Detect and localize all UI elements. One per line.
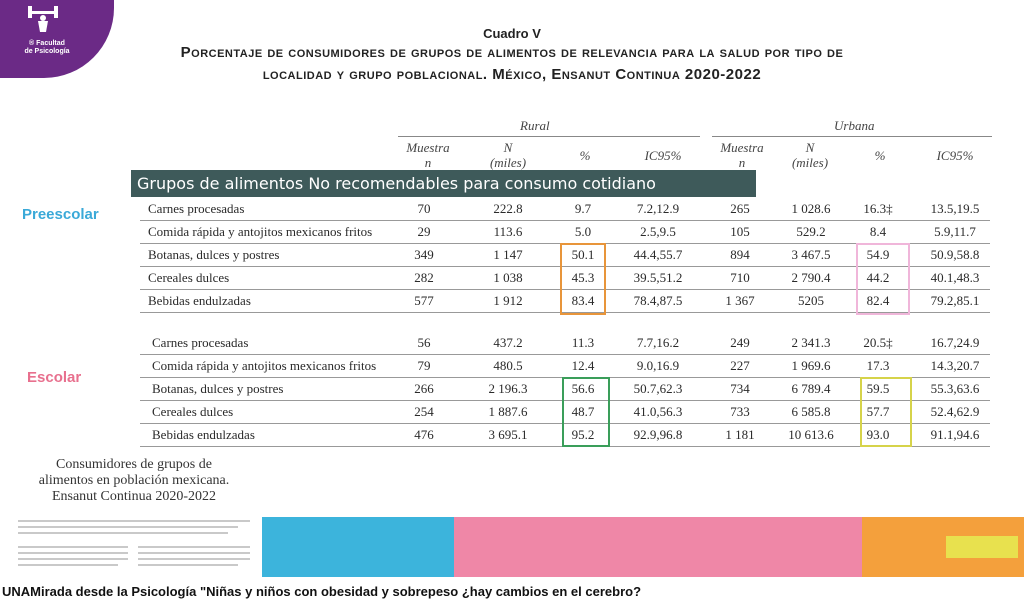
table-row: Comida rápida y antojitos mexicanos fritos 29 113.6 5.0 2.5,9.5 105 529.2 8.4 5.9,11.7: [140, 221, 990, 244]
table-row: Cereales dulces 254 1 887.6 48.7 41.0,56.3 733 6 585.8 57.7 52.4,62.9: [140, 401, 990, 424]
category-banner: Grupos de alimentos No recomendables para consumo cotidiano: [131, 170, 756, 197]
table-row: Bebidas endulzadas 476 3 695.1 95.2 92.9,96.8 1 181 10 613.6 93.0 91.1,94.6: [140, 424, 990, 447]
col-header-muestra-rural: Muestra n: [406, 140, 450, 170]
citation-fine-print: [18, 520, 250, 522]
citation-fine-print: [138, 558, 250, 560]
table-row: Carnes procesadas 70 222.8 9.7 7.2,12.9 265 1 028.6 16.3‡ 13.5,19.5: [140, 198, 990, 221]
highlight-box-urbana-escolar: [860, 377, 912, 447]
table-row: Botanas, dulces y postres 349 1 147 50.1 44.4,55.7 894 3 467.5 54.9 50.9,58.8: [140, 244, 990, 267]
table-row: Comida rápida y antojitos mexicanos fritos 79 480.5 12.4 9.0,16.9 227 1 969.6 17.3 14.3,20.7: [140, 355, 990, 378]
table-row: Bebidas endulzadas 577 1 912 83.4 78.4,87.5 1 367 5205 82.4 79.2,85.1: [140, 290, 990, 313]
color-strip-yellow: [946, 536, 1018, 558]
color-strip-pink: [454, 517, 862, 577]
side-label-preescolar: Preescolar: [22, 206, 99, 223]
logo-text-line1: ® Facultad: [29, 40, 65, 47]
highlight-box-urbana-preescolar: [856, 243, 910, 315]
citation-fine-print: [18, 552, 128, 554]
table-row: Carnes procesadas 56 437.2 11.3 7.7,16.2 249 2 341.3 20.5‡ 16.7,24.9: [140, 332, 990, 355]
col-header-n-rural: N (miles): [489, 140, 527, 170]
table-title-line1: Porcentaje de consumidores de grupos de alimentos de relevancia para la salud por tipo de: [180, 44, 844, 61]
video-caption: UNAMirada desde la Psicología "Niñas y niños con obesidad y sobrepeso ¿hay cambios en el cerebro?: [2, 584, 642, 599]
highlight-box-rural-preescolar: [560, 243, 606, 315]
col-header-pct-rural: %: [579, 148, 591, 163]
color-strip-blue: [262, 517, 454, 577]
col-header-n-urbana: N (miles): [791, 140, 829, 170]
col-header-ic-urbana: IC95%: [936, 148, 974, 163]
citation-fine-print: [138, 552, 250, 554]
highlight-box-rural-escolar: [562, 377, 610, 447]
table-row: Botanas, dulces y postres 266 2 196.3 56.6 50.7,62.3 734 6 789.4 59.5 55.3,63.6: [140, 378, 990, 401]
citation-fine-print: [18, 532, 228, 534]
col-header-ic-rural: IC95%: [644, 148, 682, 163]
table-row: Cereales dulces 282 1 038 45.3 39.5,51.2 710 2 790.4 44.2 40.1,48.3: [140, 267, 990, 290]
logo-text-line2: de Psicología: [24, 48, 70, 55]
table-label: Cuadro V: [483, 26, 541, 41]
citation-title: Consumidores de grupos de alimentos en población mexicana. Ensanut Continua 2020-2022: [38, 457, 230, 504]
group-header-urbana: Urbana: [834, 118, 875, 133]
citation-fine-print: [138, 564, 238, 566]
table-title-line2: localidad y grupo poblacional. México, Ensanut Continua 2020-2022: [262, 66, 762, 83]
citation-fine-print: [18, 526, 238, 528]
side-label-escolar: Escolar: [27, 369, 82, 386]
citation-fine-print: [138, 546, 250, 548]
group-rule-rural: [398, 136, 700, 137]
group-header-rural: Rural: [520, 118, 550, 133]
citation-fine-print: [18, 546, 128, 548]
group-rule-urbana: [712, 136, 992, 137]
citation-fine-print: [18, 564, 118, 566]
col-header-muestra-urbana: Muestra n: [720, 140, 764, 170]
col-header-pct-urbana: %: [874, 148, 886, 163]
citation-fine-print: [18, 558, 128, 560]
